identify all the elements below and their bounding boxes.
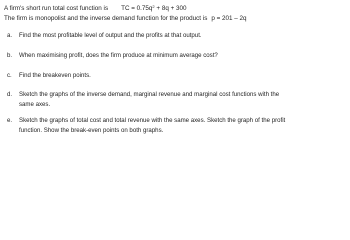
question-c [7,72,91,79]
question-text: Sketch the graphs of the inverse demand, marginal revenue and marginal cost functions with the [19,91,280,98]
question-e [7,117,285,124]
intro-text-cost: A firm's short run total cost function is [4,5,109,12]
intro-line-demand [4,15,247,22]
cost-function: TC = $0.75q^2 + 8q + 300$ [121,4,187,12]
intro-text-demand: The firm is monopolist and the inverse demand function for the product is [4,15,208,22]
question-d [7,91,279,98]
demand-function: p = 201 – 2q [211,15,247,22]
question-a [7,32,202,39]
question-e-continued [19,127,163,134]
question-text: Find the most profitable level of output and the profits at that output. [19,32,202,39]
intro-line-cost [4,5,187,12]
question-text: Sketch the graphs of total cost and total revenue with the same axes. Sketch the graph of the profit [19,117,286,124]
question-text: When maximising profit, does the firm produce at minimum average cost? [19,52,218,59]
question-label: a. [7,32,13,39]
question-label: e. [7,117,13,124]
question-text: same axes. [19,101,51,108]
question-label: b. [7,52,13,59]
question-label: c. [7,72,12,79]
question-text: function. Show the break-even points on both graphs. [19,127,164,134]
question-text: Find the breakeven points. [19,72,91,79]
question-d-continued [19,101,50,108]
question-label: d. [7,91,13,98]
question-b [7,52,218,59]
